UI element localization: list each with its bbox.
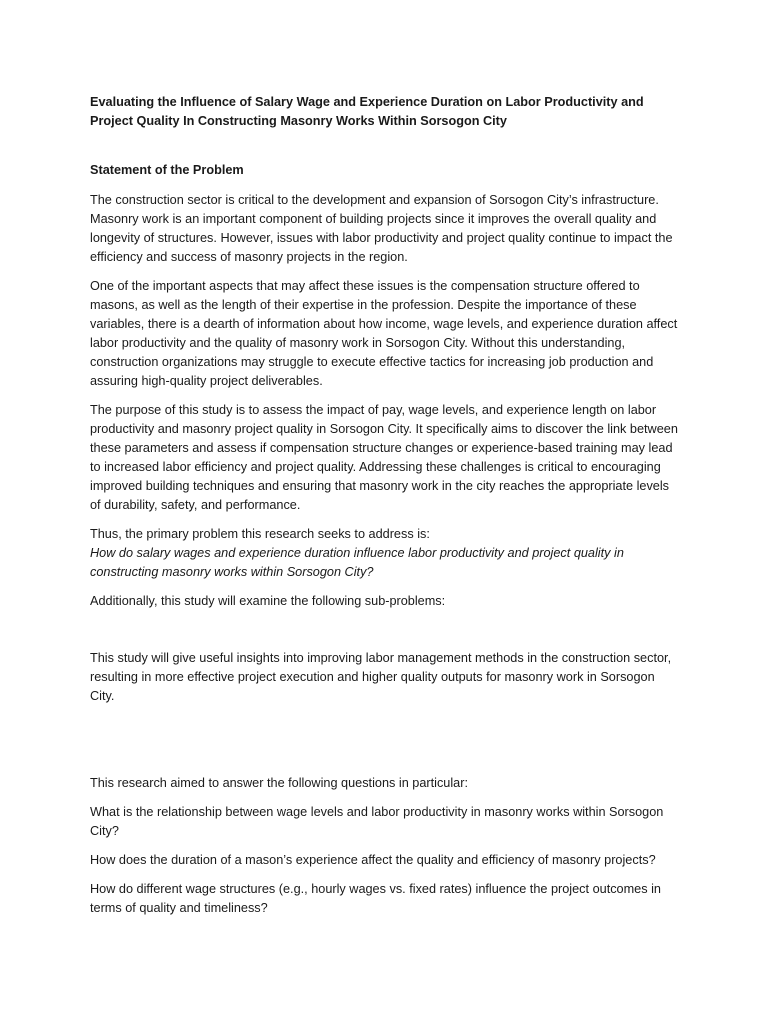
conclusion-paragraph: This study will give useful insights into improving labor management methods in the construction sector, resulting in more effective project execution and higher quality outputs for masonry work in Sorsogon City. xyxy=(90,651,672,703)
question-2: How does the duration of a mason’s experience affect the quality and efficiency of masonry projects? xyxy=(90,853,656,867)
questions-intro: This research aimed to answer the following questions in particular: xyxy=(90,776,468,790)
section-heading: Statement of the Problem xyxy=(90,163,244,177)
question-1: What is the relationship between wage levels and labor productivity in masonry works within Sorsogon City? xyxy=(90,805,664,838)
sub-problems-intro: Additionally, this study will examine the following sub-problems: xyxy=(90,594,446,608)
question-3: How do different wage structures (e.g., hourly wages vs. fixed rates) influence the project outcomes in terms of quality and timeliness? xyxy=(90,882,661,915)
primary-problem: How do salary wages and experience duration influence labor productivity and project quality in constructing masonry works within Sorsogon City? xyxy=(90,546,624,579)
primary-problem-intro: Thus, the primary problem this research seeks to address is: xyxy=(90,527,430,541)
paragraph-2: One of the important aspects that may affect these issues is the compensation structure offered to masons, as well as the length of their expertise in the profession. Despite the importance of these variables, there is a dearth of information about how income, wage levels, and experience duration affect labor productivity and the quality of masonry work in Sorsogon City. Without this understanding, construction organizations may struggle to execute effective tactics for increasing job production and assuring high-quality project deliverables. xyxy=(90,279,678,388)
paragraph-1: The construction sector is critical to the development and expansion of Sorsogon City’s infrastructure. Masonry work is an important component of building projects since it improves the overall quality and longevity of structures. However, issues with labor productivity and project quality continue to impact the efficiency and success of masonry projects in the region. xyxy=(90,193,673,264)
document-title: Evaluating the Influence of Salary Wage and Experience Duration on Labor Productivity and Project Quality In Constructing Masonry Works Within Sorsogon City xyxy=(90,95,644,128)
paragraph-3: The purpose of this study is to assess the impact of pay, wage levels, and experience length on labor productivity and masonry project quality in Sorsogon City. It specifically aims to discover the link between these parameters and assess if compensation structure changes or experience-based training may lead to increased labor efficiency and project quality. Addressing these challenges is critical to encouraging improved building techniques and ensuring that masonry work in the city reaches the appropriate levels of durability, safety, and performance. xyxy=(90,403,678,512)
